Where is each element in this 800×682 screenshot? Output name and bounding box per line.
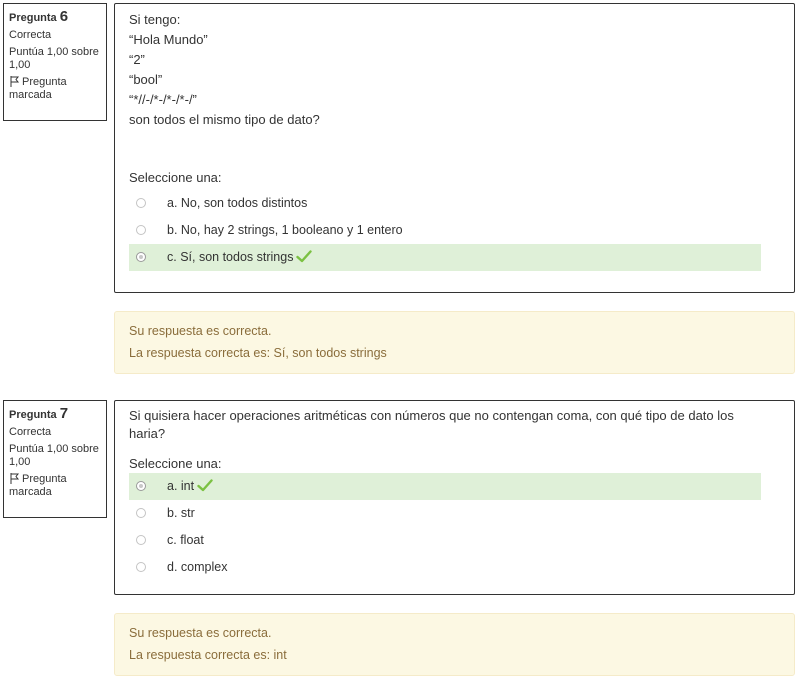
- correct-answer-text: La respuesta correcta es: int: [129, 648, 287, 662]
- question-6-feedback: [114, 311, 795, 374]
- question-6-info: [3, 3, 107, 121]
- answer-option-c[interactable]: c. float: [129, 527, 761, 554]
- answer-prompt: Seleccione una:: [129, 170, 222, 185]
- answer-option-b[interactable]: b. No, hay 2 strings, 1 booleano y 1 entero: [129, 217, 761, 244]
- question-state: Correcta: [9, 426, 52, 438]
- answer-options: [129, 190, 780, 271]
- answer-option-d[interactable]: d. complex: [129, 554, 761, 581]
- question-grade: Puntúa 1,00 sobre 1,00: [9, 46, 99, 71]
- radio-button-selected[interactable]: [136, 252, 146, 262]
- radio-button[interactable]: [136, 198, 146, 208]
- radio-button[interactable]: [136, 508, 146, 518]
- radio-button[interactable]: [136, 535, 146, 545]
- flag-question-link[interactable]: Pregunta marcada: [9, 473, 67, 498]
- answer-option-b[interactable]: b. str: [129, 500, 761, 527]
- question-number: Pregunta 7: [9, 405, 69, 422]
- feedback-text: Su respuesta es correcta.: [129, 626, 272, 640]
- flag-icon: [10, 473, 20, 484]
- question-7-info: [3, 400, 107, 518]
- answer-options: [129, 473, 780, 581]
- question-state: Correcta: [9, 29, 52, 41]
- flag-icon: [10, 76, 20, 87]
- answer-prompt: Seleccione una:: [129, 456, 222, 471]
- question-number: Pregunta 6: [9, 8, 69, 25]
- radio-button[interactable]: [136, 562, 146, 572]
- feedback-text: Su respuesta es correcta.: [129, 324, 272, 338]
- correct-answer-text: La respuesta correcta es: Sí, son todos strings: [129, 346, 387, 360]
- question-6-formulation: [114, 3, 795, 293]
- answer-option-a[interactable]: a. int: [129, 473, 761, 500]
- check-icon: [296, 250, 312, 263]
- question-7-feedback: [114, 613, 795, 676]
- flag-question-link[interactable]: Pregunta marcada: [9, 76, 67, 101]
- question-grade: Puntúa 1,00 sobre 1,00: [9, 443, 99, 468]
- question-7-formulation: [114, 400, 795, 595]
- check-icon: [197, 479, 213, 492]
- answer-option-a[interactable]: a. No, son todos distintos: [129, 190, 761, 217]
- radio-button[interactable]: [136, 225, 146, 235]
- answer-option-c[interactable]: c. Sí, son todos strings: [129, 244, 761, 271]
- question-text: Si quisiera hacer operaciones aritméticas con números que no contengan coma, con qué tipo de dato los haria?: [129, 408, 734, 441]
- radio-button-selected[interactable]: [136, 481, 146, 491]
- question-text: Si tengo: “Hola Mundo” “2” “bool” “*//-/*-/*-/*-/” son todos el mismo tipo de dato?: [129, 12, 320, 127]
